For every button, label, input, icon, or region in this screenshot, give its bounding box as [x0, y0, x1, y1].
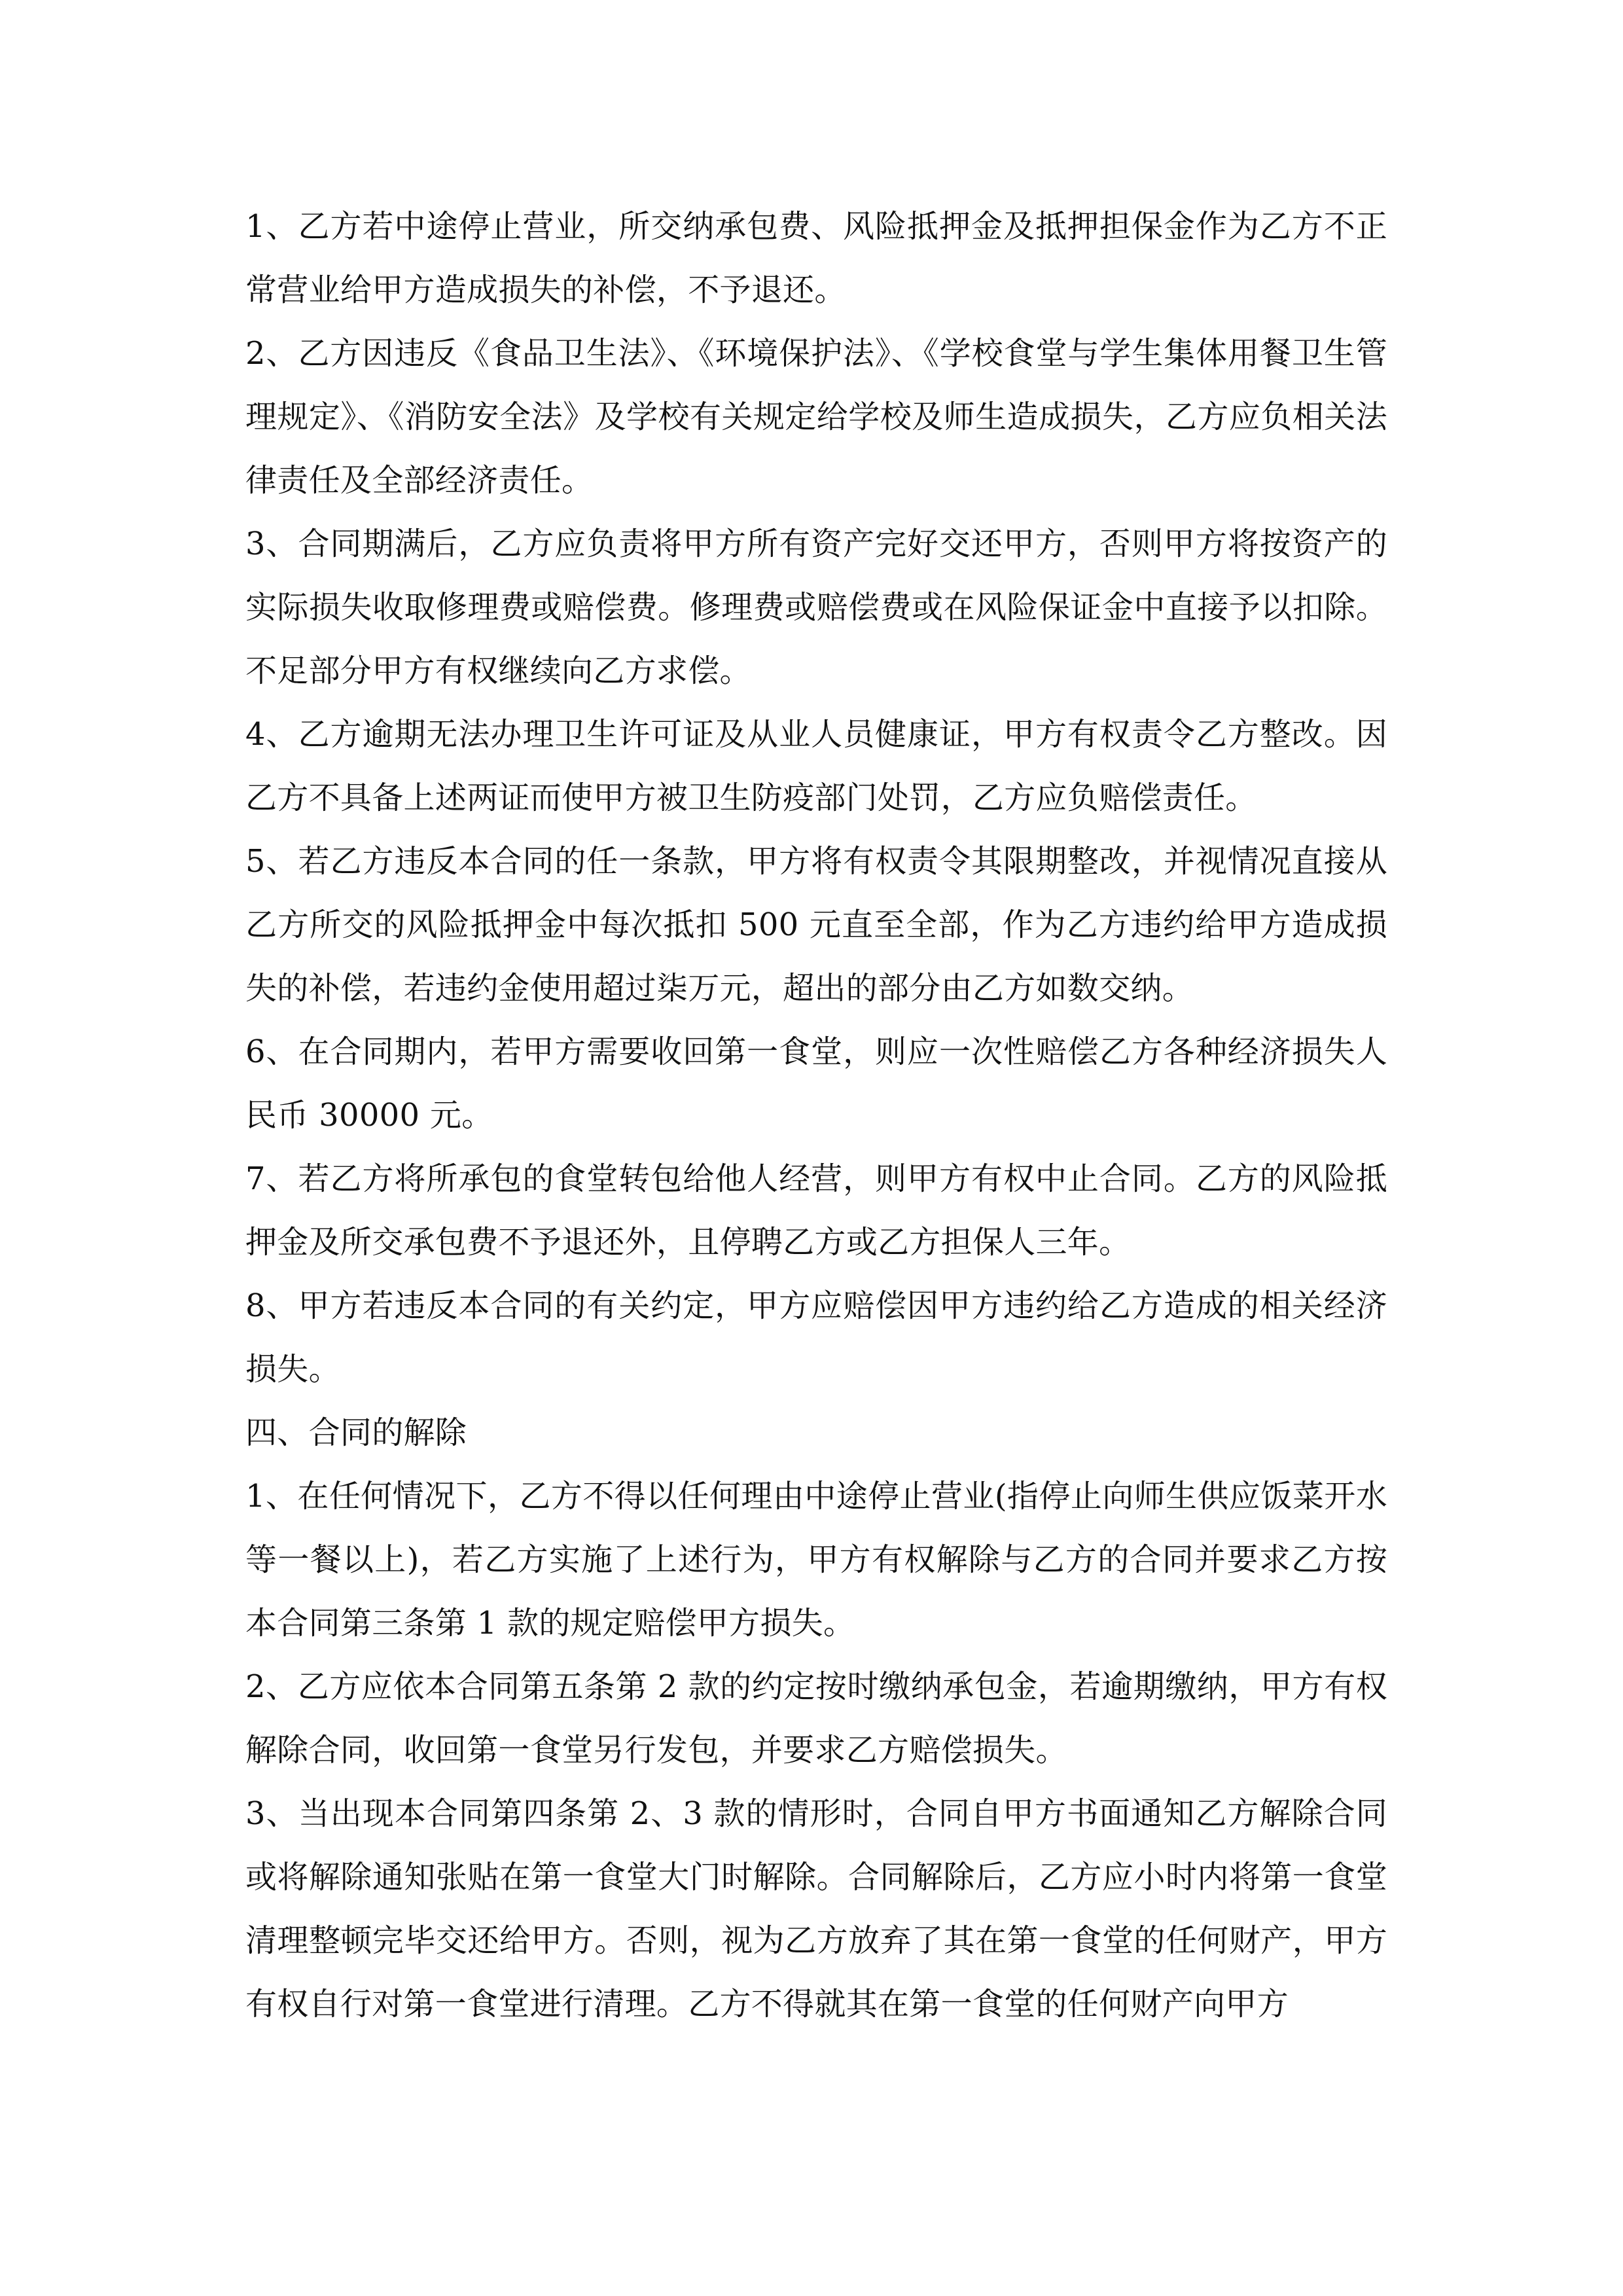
termination-paragraph-1: 1、在任何情况下，乙方不得以任何理由中途停止营业(指停止向师生供应饭菜开水等一餐以上)，若乙方实施了上述行为，甲方有权解除与乙方的合同并要求乙方按本合同第三条第 1 款的规定赔偿甲方损失。: [245, 1478, 1387, 1641]
section-heading: 四、合同的解除: [245, 1414, 467, 1451]
clause-paragraph-3: 3、合同期满后，乙方应负责将甲方所有资产完好交还甲方，否则甲方将按资产的实际损失收取修理费或赔偿费。修理费或赔偿费或在风险保证金中直接予以扣除。不足部分甲方有权继续向乙方求偿。: [245, 526, 1387, 689]
clause-paragraph-7: 7、若乙方将所承包的食堂转包给他人经营，则甲方有权中止合同。乙方的风险抵押金及所交承包费不予退还外，且停聘乙方或乙方担保人三年。: [245, 1160, 1387, 1261]
clause-paragraph-4: 4、乙方逾期无法办理卫生许可证及从业人员健康证，甲方有权责令乙方整改。因乙方不具备上述两证而使甲方被卫生防疫部门处罚，乙方应负赔偿责任。: [245, 716, 1387, 816]
clause-paragraph-6: 6、在合同期内，若甲方需要收回第一食堂，则应一次性赔偿乙方各种经济损失人民币 30000 元。: [245, 1033, 1387, 1134]
clause-paragraph-1: 1、乙方若中途停止营业，所交纳承包费、风险抵押金及抵押担保金作为乙方不正常营业给甲方造成损失的补偿，不予退还。: [245, 208, 1387, 308]
document-body: [245, 195, 1387, 2036]
clause-paragraph-2: 2、乙方因违反《食品卫生法》、《环境保护法》、《学校食堂与学生集体用餐卫生管理规定》、《消防安全法》及学校有关规定给学校及师生造成损失，乙方应负相关法律责任及全部经济责任。: [245, 335, 1387, 499]
termination-paragraph-2: 2、乙方应依本合同第五条第 2 款的约定按时缴纳承包金，若逾期缴纳，甲方有权解除合同，收回第一食堂另行发包，并要求乙方赔偿损失。: [245, 1668, 1387, 1768]
clause-paragraph-8: 8、甲方若违反本合同的有关约定，甲方应赔偿因甲方违约给乙方造成的相关经济损失。: [245, 1287, 1387, 1388]
termination-paragraph-3: 3、当出现本合同第四条第 2、3 款的情形时，合同自甲方书面通知乙方解除合同或将解除通知张贴在第一食堂大门时解除。合同解除后，乙方应小时内将第一食堂清理整顿完毕交还给甲方。否则，视为乙方放弃了其在第一食堂的任何财产，甲方有权自行对第一食堂进行清理。乙方不得就其在第一食堂的任何财产向甲方: [245, 1795, 1387, 2022]
clause-paragraph-5: 5、若乙方违反本合同的任一条款，甲方将有权责令其限期整改，并视情况直接从乙方所交的风险抵押金中每次抵扣 500 元直至全部，作为乙方违约给甲方造成损失的补偿，若违约金使用超过柒万元，超出的部分由乙方如数交纳。: [245, 843, 1387, 1007]
